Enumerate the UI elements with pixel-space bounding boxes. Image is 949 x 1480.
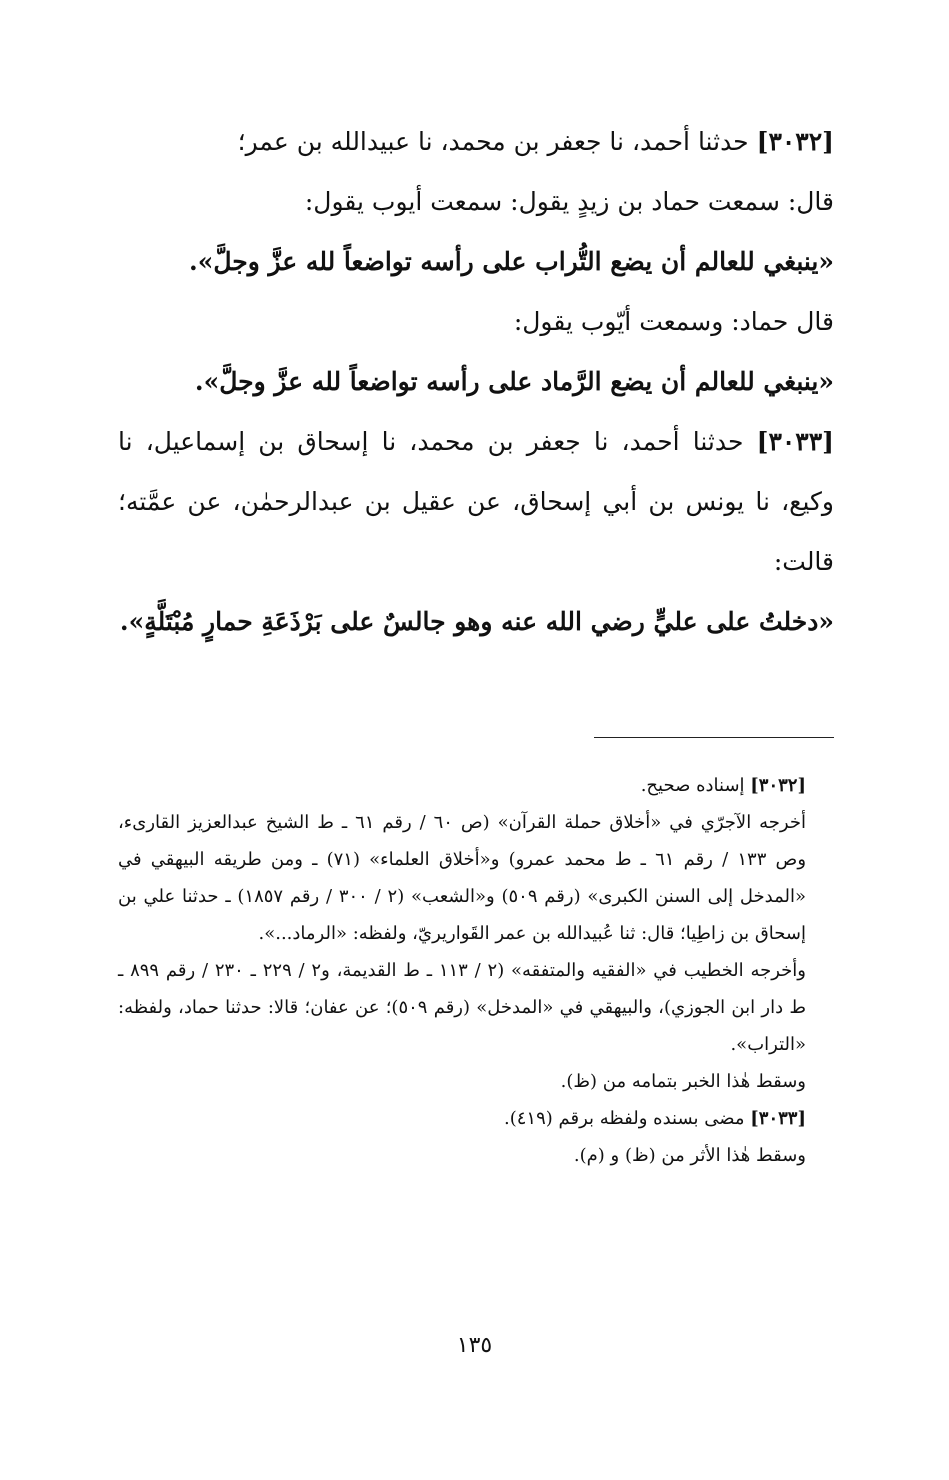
footnote-3033-title [118,1100,834,1137]
footnote-text: إسناده صحيح. [640,775,745,796]
hadith-text: حدثنا أحمد، نا جعفر بن محمد، نا إسحاق بن إسماعيل، نا وكيع، نا يونس بن أبي إسحاق، عن عقيل بن عبدالرحمٰن، عن عمَّته؛ قالت: [118,427,834,576]
hadith-3032-quote-1: «ينبغي للعالم أن يضع التُّراب على رأسه تواضعاً لله عزَّ وجلَّ». [189,247,834,276]
page-number: ١٣٥ [456,1333,493,1358]
hadith-3033-isnad [118,412,834,592]
hadith-number: [٣٠٣٣] [756,427,834,456]
footnotes [118,767,834,1174]
hadith-3032-isnad [118,112,834,172]
hadith-3032-quote-2: «ينبغي للعالم أن يضع الرَّماد على رأسه تواضعاً لله عزَّ وجلَّ». [194,367,834,396]
footnote-3032-title [118,767,834,804]
hadith-text: حدثنا أحمد، نا جعفر بن محمد، نا عبيدالله بن عمر؛ [237,127,749,156]
footnote-number: [٣٠٣٢] [750,775,806,796]
footnote-3032-remark: وسقط هٰذا الخبر بتمامه من (ظ). [560,1071,806,1092]
footnote-3033-remark: وسقط هٰذا الأثر من (ظ) و (م). [573,1145,806,1166]
main-text [118,112,834,652]
hadith-3032-line-4: قال حماد: وسمعت أيّوب يقول: [513,307,834,336]
footnote-3032-source-1: أخرجه الآجرّي في «أخلاق حملة القرآن» (ص ٦٠ / رقم ٦١ ـ ط الشيخ عبدالعزيز القارىء، وص ١٣٣ / رقم ٦١ ـ ط محمد عمرو) و«أخلاق العلماء» (٧١) ـ ومن طريقه البيهقي في «المدخل إلى السنن الكبرى» (رقم ٥٠٩) و«الشعب» (٢ / ٣٠٠ / رقم ١٨٥٧) ـ حدثنا علي بن إسحاق بن زاطِيا؛ قال: ثنا عُبيدالله بن عمر القَواريريّ، ولفظه: «الرماد...». [118,812,807,944]
footnote-number: [٣٠٣٣] [750,1108,806,1129]
footnote-3032-source-2: وأخرجه الخطيب في «الفقيه والمتفقه» (٢ / ١١٣ ـ ط القديمة، و٢ / ٢٢٩ ـ ٢٣٠ / رقم ٨٩٩ ـ ط دار ابن الجوزي)، والبيهقي في «المدخل» (رقم ٥٠٩)؛ عن عفان؛ قالا: حدثنا حماد، ولفظه: «التراب». [118,960,806,1055]
hadith-3032-line-2: قال: سمعت حماد بن زيدٍ يقول: سمعت أيوب يقول: [304,187,834,216]
hadith-3033-quote: «دخلتُ على عليٍّ رضي الله عنه وهو جالسٌ على بَرْذَعَةِ حمارٍ مُبْتَلَّةٍ». [119,607,834,636]
footnote-divider [594,737,834,738]
hadith-number: [٣٠٣٢] [756,127,834,156]
footnote-text: مضى بسنده ولفظه برقم (٤١٩). [504,1108,745,1129]
